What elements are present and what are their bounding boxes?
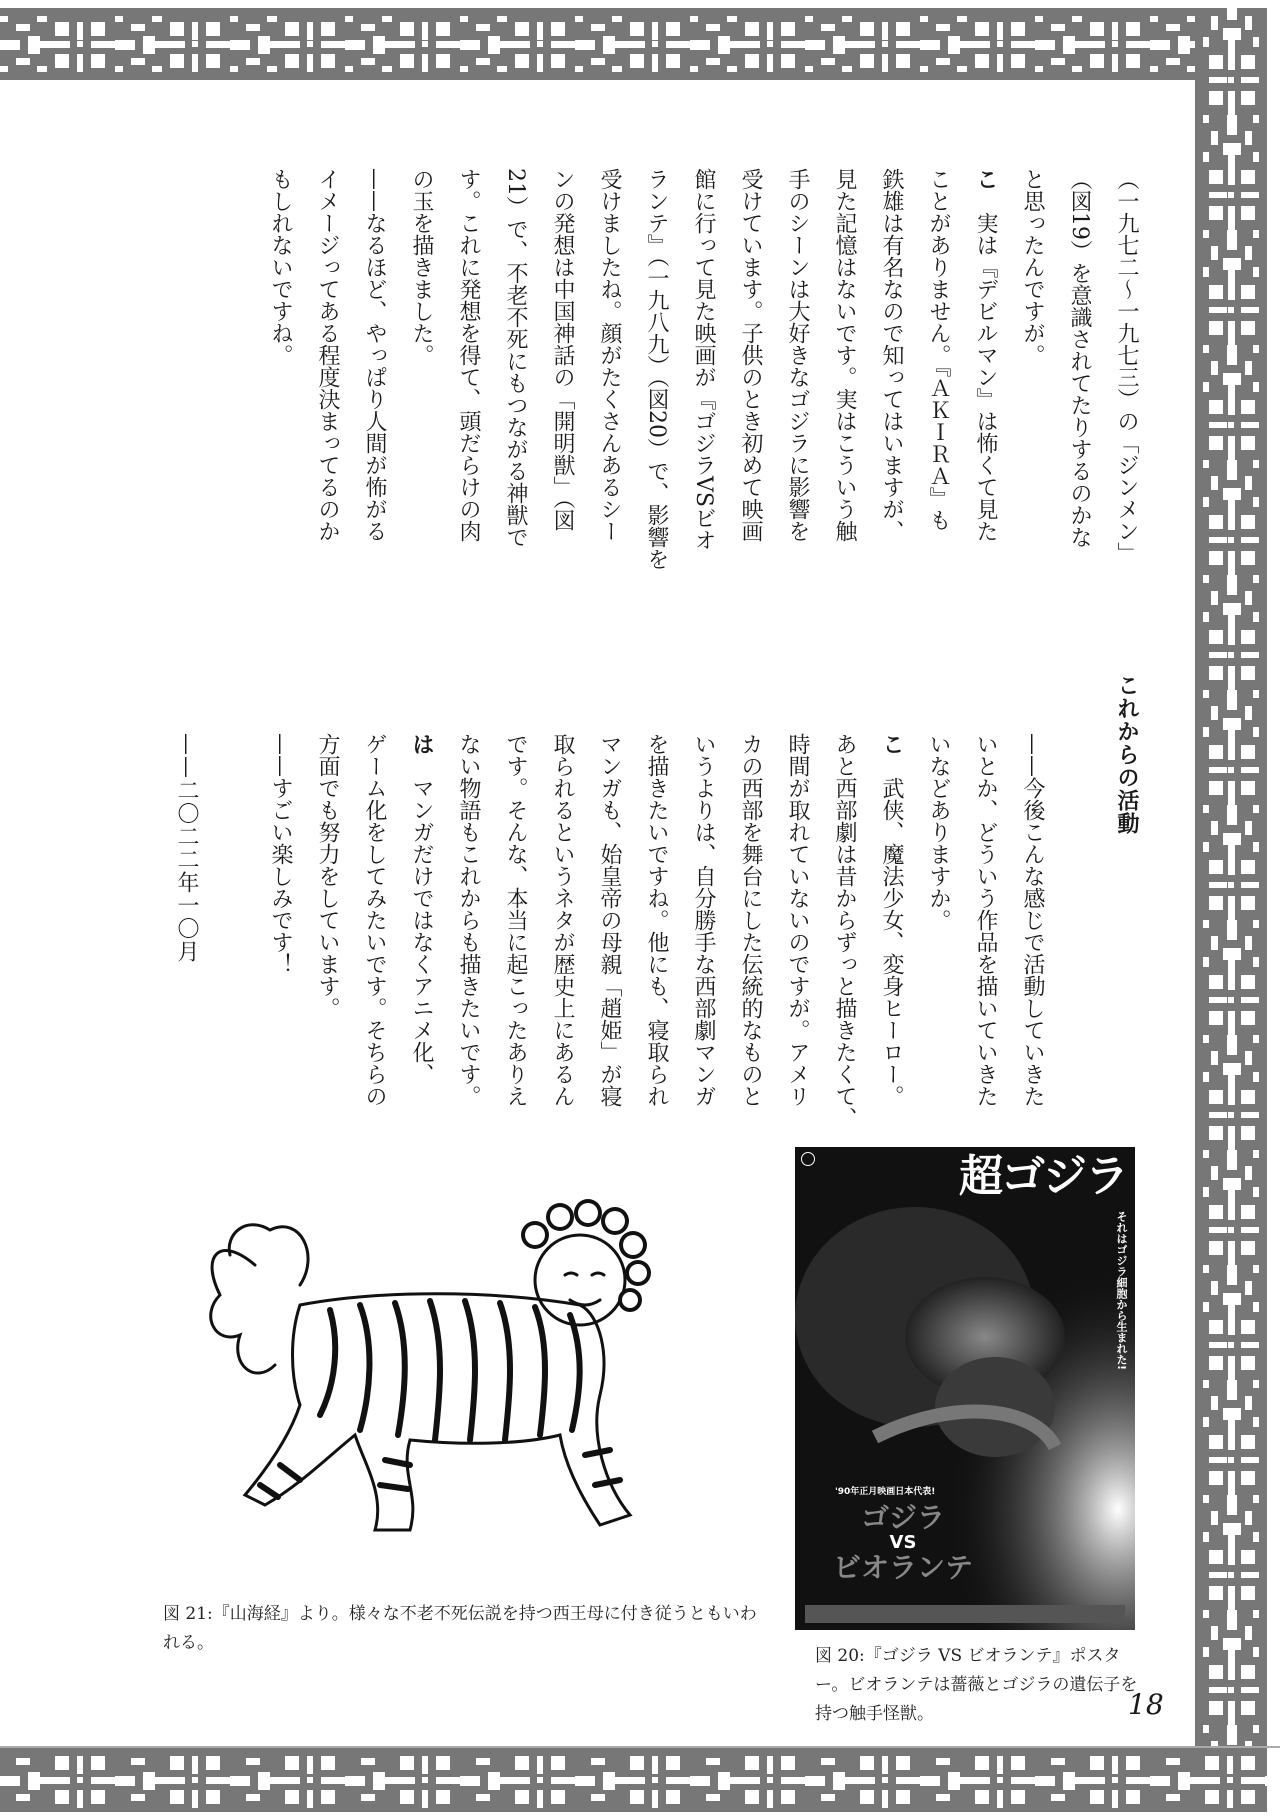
text-column — [539, 733, 586, 1133]
text-line: 受けています。子供のとき初めて映画 — [738, 168, 763, 542]
poster-tagline: それはゴジラ細胞から生まれた! — [1115, 1211, 1128, 1371]
text-column — [680, 168, 727, 638]
text-column — [445, 168, 492, 638]
text-line: （一九七二〜一九七三）の「ジンメン」 — [1114, 168, 1139, 564]
text-column — [1009, 733, 1056, 1133]
text-column — [351, 733, 398, 1133]
text-line: 方面でも努力をしています。 — [315, 733, 340, 1019]
border-bottom — [0, 1746, 1267, 1812]
text-column — [586, 733, 633, 1133]
text-column — [915, 733, 962, 1133]
text-column — [868, 733, 915, 1133]
text-column — [727, 733, 774, 1133]
text-line: 実は『デビルマン』は怖くて見た — [973, 212, 998, 542]
text-column — [398, 168, 445, 638]
poster-movie-title-2: ビオランテ — [832, 1551, 973, 1584]
text-column — [633, 733, 680, 1133]
text-column — [680, 733, 727, 1133]
text-column — [915, 168, 962, 638]
text-line: す。これに発想を得て、頭だらけの肉 — [456, 168, 481, 542]
text-line: 見た記憶はないです。実はこういう触 — [832, 168, 857, 542]
text-line: 受けましたね。顔がたくさんあるシー — [597, 168, 622, 542]
text-line: と思ったんですが。 — [1020, 168, 1045, 366]
speaker-marker: こ — [879, 733, 904, 755]
text-line: マンガも、始皇帝の母親「趙姫」が寝 — [597, 733, 622, 1107]
text-column — [492, 168, 539, 638]
speaker-marker: は — [409, 733, 434, 755]
page-number: 18 — [1128, 1688, 1164, 1721]
text-column — [1009, 168, 1056, 638]
text-column — [257, 733, 304, 1133]
text-line: です。そんな、本当に起こったありえ — [503, 733, 528, 1107]
interview-text-top — [257, 168, 1150, 638]
text-line: 鉄雄は有名なので知ってはいますが、 — [879, 168, 904, 542]
text-line: 館に行って見た映画が『ゴジラVSビオ — [691, 168, 716, 551]
text-line: 手のシーンは大好きなゴジラに影響を — [785, 168, 810, 542]
godzilla-vs-biollante-poster — [795, 1147, 1135, 1630]
speaker-marker: こ — [973, 168, 998, 190]
text-column — [962, 168, 1009, 638]
text-column — [304, 733, 351, 1133]
text-line: ——なるほど、やっぱり人間が怖がる — [362, 168, 387, 542]
text-line: ことがありません。『ＡＫＩＲＡ』も — [926, 168, 951, 531]
text-column — [304, 168, 351, 638]
text-line: マンガだけではなくアニメ化、 — [409, 777, 434, 1085]
text-column — [351, 168, 398, 638]
text-line: 21）で、不老不死にもつながる神獣で — [503, 168, 528, 548]
text-line: いうよりは、自分勝手な西部劇マンガ — [691, 733, 716, 1107]
text-line: （図19）を意識されてたりするのかな — [1067, 168, 1092, 548]
text-line: いなどありますか。 — [926, 733, 951, 931]
text-column — [774, 733, 821, 1133]
text-column — [1056, 168, 1103, 638]
poster-movie-title — [803, 1503, 1003, 1583]
text-line: 武侠、魔法少女、変身ヒーロー。 — [879, 777, 904, 1107]
text-column — [257, 168, 304, 638]
text-line: もしれないですね。 — [268, 168, 293, 366]
text-column — [539, 168, 586, 638]
text-line: の玉を描きました。 — [409, 168, 434, 366]
text-line: を描きたいですね。他にも、寝取られ — [644, 733, 669, 1107]
text-column — [586, 168, 633, 638]
poster-movie-title-vs: VS — [889, 1532, 917, 1553]
border-top — [0, 8, 1267, 80]
text-line: ——今後こんな感じで活動していきた — [1020, 733, 1045, 1107]
text-line: ランテ』（一九八九）（図20）で、影響を — [644, 168, 669, 570]
interview-date: ——二〇二二年一〇月 — [174, 733, 199, 963]
text-line: ゲーム化をしてみたいです。そちらの — [362, 733, 387, 1107]
poster-title: 超ゴジラ — [959, 1151, 1127, 1202]
rating-badge-icon — [801, 1152, 815, 1166]
text-column — [774, 168, 821, 638]
text-line: イメージってある程度決まってるのか — [315, 168, 340, 542]
section-heading: これからの活動 — [1114, 674, 1139, 835]
text-column — [821, 168, 868, 638]
figure-20-caption: 図 20:『ゴジラ VS ビオランテ』ポスター。ビオランテは薔薇とゴジラの遺伝子を持つ触手怪獣。 — [815, 1646, 1138, 1724]
kaimeiju-illustration — [160, 1195, 770, 1565]
figure-21-caption: 図 21:『山海経』より。様々な不老不死伝説を持つ西王母に付き従うともいわれる。 — [163, 1604, 757, 1653]
text-column — [821, 733, 868, 1133]
text-column — [633, 168, 680, 638]
text-line: ない物語もこれからも描きたいです。 — [456, 733, 481, 1107]
poster-pre-title: '90年正月映画日本代表! — [835, 1487, 936, 1497]
border-right — [1195, 8, 1267, 1808]
text-column — [445, 733, 492, 1133]
text-column — [492, 733, 539, 1133]
text-column — [1103, 168, 1150, 638]
text-line: ——すごい楽しみです！ — [268, 733, 293, 975]
text-line: あと西部劇は昔からずっと描きたくて、 — [832, 733, 857, 1129]
interview-text-bottom — [257, 733, 1056, 1133]
text-line: カの西部を舞台にした伝統的なものと — [738, 733, 763, 1107]
text-line: 取られるというネタが歴史上にあるん — [550, 733, 575, 1107]
text-line: 時間が取れていないのですが。アメリ — [785, 733, 810, 1107]
text-column — [868, 168, 915, 638]
text-column — [962, 733, 1009, 1133]
text-column — [727, 168, 774, 638]
poster-movie-title-1: ゴジラ — [860, 1501, 945, 1534]
text-line: ンの発想は中国神話の「開明獣」（図 — [550, 168, 575, 531]
text-line: いとか、どういう作品を描いていきた — [973, 733, 998, 1107]
text-column — [398, 733, 445, 1133]
